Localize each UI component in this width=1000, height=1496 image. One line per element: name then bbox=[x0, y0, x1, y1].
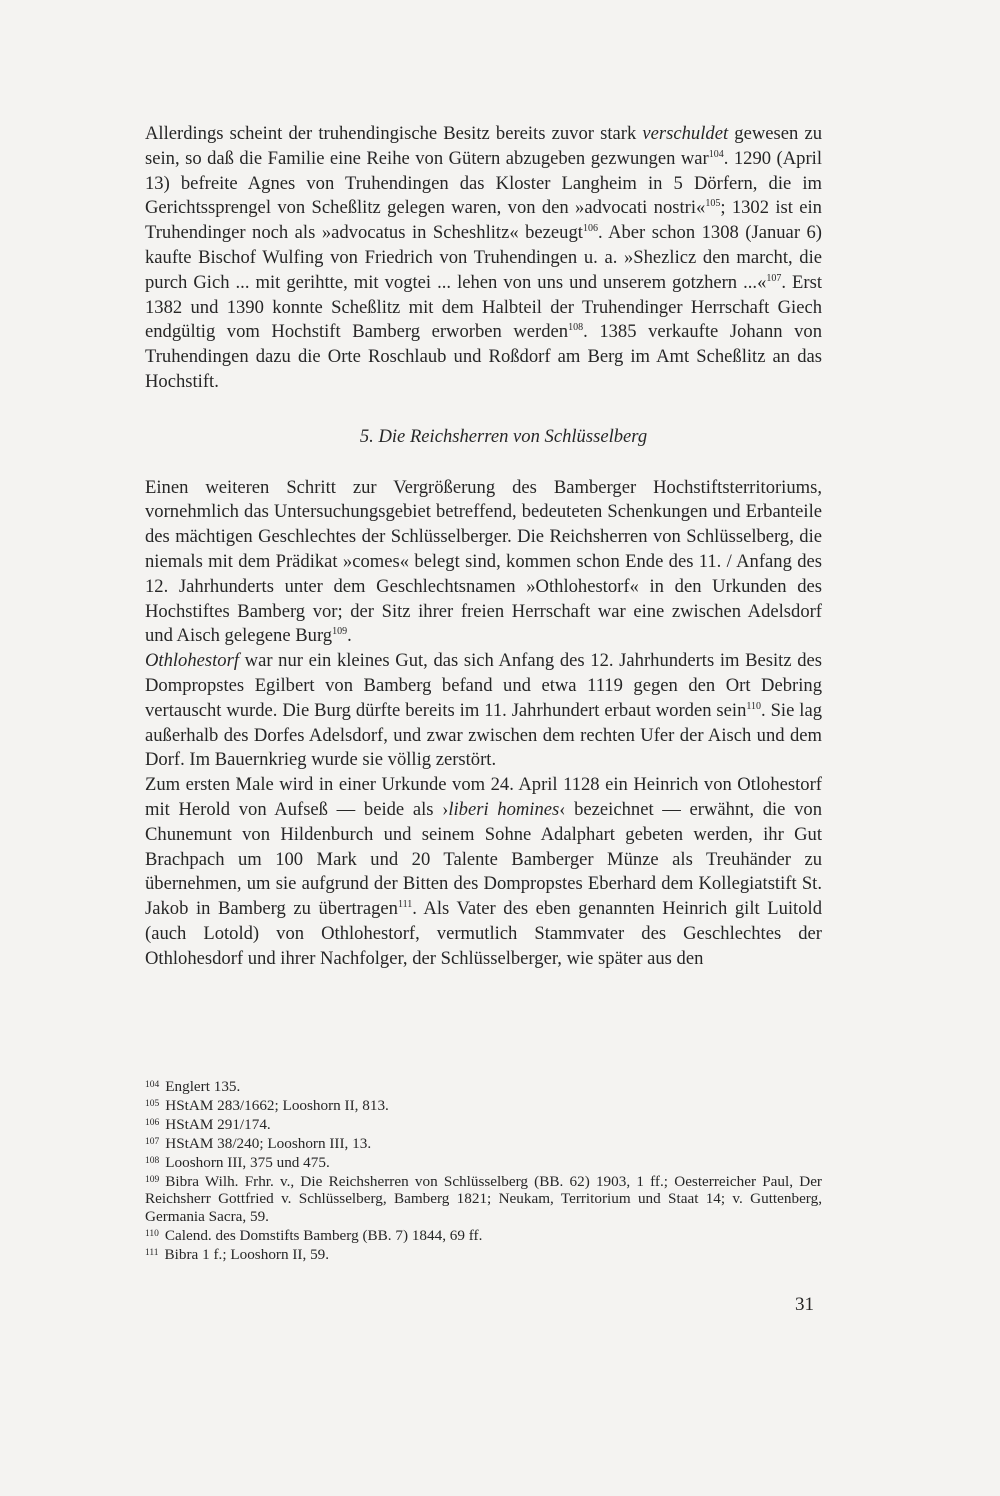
footnote-ref: 109 bbox=[332, 626, 348, 638]
footnote: $^{105}$ HStAM 283/1662; Looshorn II, 813. bbox=[145, 1096, 389, 1114]
footnotes bbox=[145, 1077, 822, 1264]
page-number: 31 bbox=[795, 1294, 814, 1315]
paragraph-3: Othlohestorf war nur ein kleines Gut, das sich Anfang des 12. Jahrhunderts im Besitz des Dompropstes Egilbert von Bamberg befand und etwa 1119 gegen den Ort Debring vertauscht wurde. Die Burg dürfte bereits im 11. Jahrhundert erbaut worden sein$^{110}$. Sie lag außerhalb des Dorfes Adelsdorf, und zwar zwischen dem rechten Ufer der Aisch und dem Dorf. Im Bauernkrieg wurde sie völlig zerstört. bbox=[145, 650, 822, 771]
footnote-ref: 110 bbox=[746, 700, 762, 712]
footnote-ref: 111 bbox=[397, 899, 413, 911]
footnote-ref: 105 bbox=[705, 198, 721, 210]
footnote-ref: 104 bbox=[708, 148, 724, 160]
footnote-ref: 108 bbox=[568, 322, 584, 334]
emphasis: liberi homines bbox=[448, 798, 560, 820]
footnote-ref: 106 bbox=[582, 223, 598, 235]
footnote: $^{111}$ Bibra 1 f.; Looshorn II, 59. bbox=[145, 1246, 330, 1264]
paragraph-1: Allerdings scheint der truhendingische Besitz bereits zuvor stark verschuldet gewesen zu sein, so daß die Familie eine Reihe von Gütern abzugeben gezwungen war$^{104}$. 1290 (April 13) befreite Agnes von Truhendingen das Kloster Langheim in 5 Dörfern, die im Gerichtssprengel von Scheßlitz gelegen waren, von den »advocati nostri«$^{105}$; 1302 ist ein Truhendinger noch als »advocatus in Scheshlitz« bezeugt$^{106}$. Aber schon 1308 (Januar 6) kaufte Bischof Wulfing von Friedrich von Truhendingen u. a. »Shezlicz den marcht, die purch Gich ... mit gerihtte, mit vogtei ... lehen von uns und unserem gotzhern ...«$^{107}$. Erst 1382 und 1390 konnte Scheßlitz mit dem Halbteil der Truhendinger Herrschaft Giech endgültig vom Hochstift Bamberg erworben werden$^{108}$. 1385 verkaufte Johann von Truhendingen dazu die Orte Roschlaub und Roßdorf am Berg im Amt Scheßlitz an das Hochstift. bbox=[145, 123, 822, 392]
footnote: $^{110}$ Calend. des Domstifts Bamberg (BB. 7) 1844, 69 ff. bbox=[145, 1227, 483, 1245]
section-heading: 5. Die Reichsherren von Schlüsselberg bbox=[359, 425, 648, 447]
paragraph-4: Zum ersten Male wird in einer Urkunde vom 24. April 1128 ein Heinrich von Otlohestorf mit Herold von Aufseß — beide als ›liberi homines‹ bezeichnet — erwähnt, die von Chunemunt von Hildenburch und seinem Sohne Adalphart gebeten werden, ihr Gut Brachpach um 100 Mark und 20 Talente Bamberger Münze als Treuhänder zu übernehmen, um sie aufgrund der Bitten des Dompropstes Eberhard dem Kollegiatstift St. Jakob in Bamberg zu übertragen$^{111}$. Als Vater des eben genannten Heinrich gilt Luitold (auch Lotold) von Othlohestorf, vermutlich Stammvater des Geschlechtes der Othlohesdorf und ihrer Nachfolger, der Schlüsselberger, wie später aus den bbox=[145, 774, 822, 969]
emphasis: verschuldet bbox=[642, 123, 729, 144]
footnote-ref: 107 bbox=[766, 272, 782, 284]
footnote: $^{106}$ HStAM 291/174. bbox=[145, 1115, 271, 1133]
footnote: $^{104}$ Englert 135. bbox=[145, 1078, 241, 1095]
paragraph-2: Einen weiteren Schritt zur Vergrößerung des Bamberger Hochstiftsterritoriums, vornehmlich das Untersuchungsgebiet betreffend, bedeuteten Schenkungen und Erbanteile des mächtigen Geschlechtes der Schlüsselberger. Die Reichsherren von Schlüsselberg, die niemals mit dem Prädikat »comes« belegt sind, kommen schon Ende des 11. / Anfang des 12. Jahrhunderts unter dem Geschlechtsnamen »Othlohestorf« in den Urkunden des Hochstiftes Bamberg vor; der Sitz ihrer freien Herrschaft war eine zwischen Adelsdorf und Aisch gelegene Burg$^{109}$. bbox=[145, 476, 822, 647]
footnote: $^{109}$ Bibra Wilh. Frhr. v., Die Reichsherren von Schlüsselberg (BB. 62) 1903, 1 ff.; Oesterreicher Paul, Der Reichsherr Gottfried v. Schlüsselberg, Bamberg 1821; Neukam, Territorium und Staat 14; v. Guttenberg, Germania Sacra, 59. bbox=[145, 1172, 822, 1226]
main-text bbox=[145, 122, 822, 972]
footnote: $^{107}$ HStAM 38/240; Looshorn III, 13. bbox=[145, 1134, 372, 1152]
emphasis: Othlohestorf bbox=[145, 650, 240, 672]
footnote: $^{108}$ Looshorn III, 375 und 475. bbox=[145, 1153, 330, 1171]
